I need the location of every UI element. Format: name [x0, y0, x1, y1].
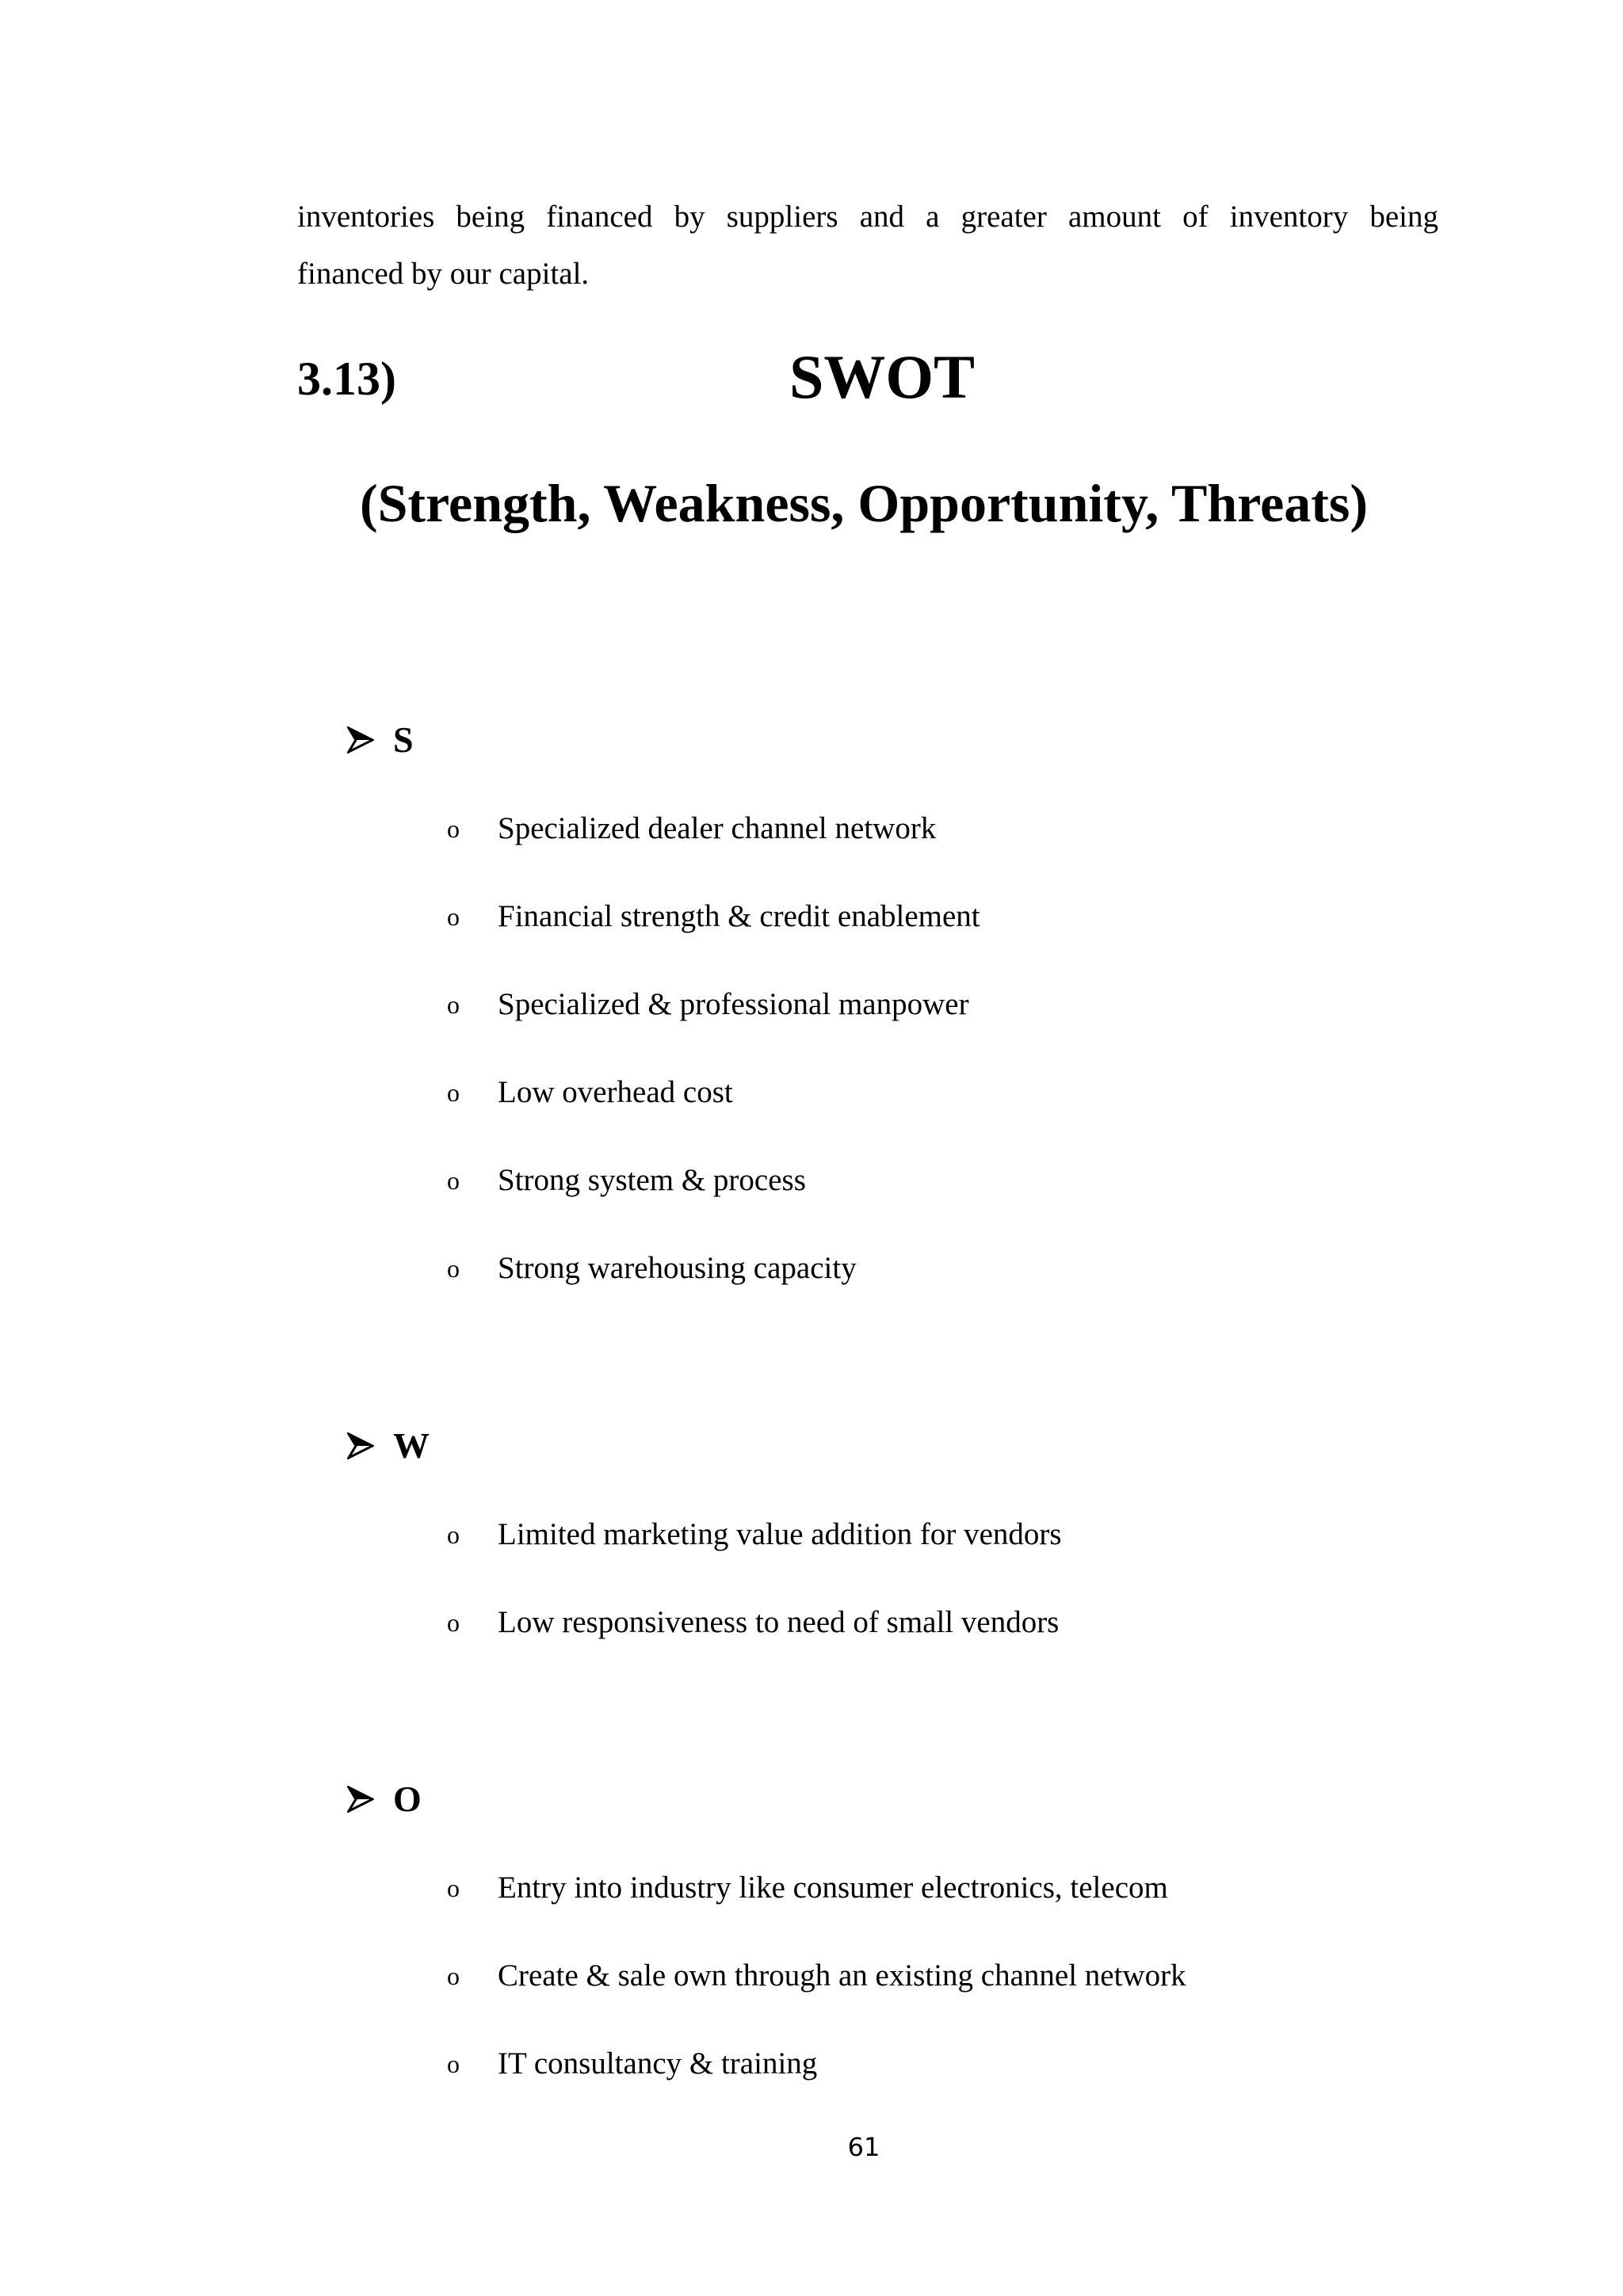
list-item-text: Entry into industry like consumer electronics, telecom: [498, 1871, 1168, 1905]
circle-bullet-icon: o: [447, 990, 460, 1019]
circle-bullet-icon: o: [447, 1078, 460, 1107]
list-item-text: Low overhead cost: [498, 1075, 733, 1109]
circle-bullet-icon: o: [447, 1520, 460, 1549]
circle-bullet-icon: o: [447, 902, 460, 931]
list-item-text: Strong system & process: [498, 1163, 806, 1197]
list-item: [444, 894, 980, 939]
list-item: [444, 1954, 1186, 1998]
arrowhead-bullet-icon: [347, 727, 374, 753]
section-number: 3.13): [297, 353, 396, 405]
swot-heading-strengths: [347, 716, 414, 764]
circle-bullet-icon: o: [447, 2050, 460, 2078]
swot-heading-weaknesses: [347, 1422, 430, 1470]
intro-paragraph: [297, 189, 1438, 303]
circle-bullet-icon: o: [447, 1874, 460, 1902]
list-item-text: Strong warehousing capacity: [498, 1251, 857, 1285]
circle-bullet-icon: o: [447, 1962, 460, 1990]
list-item: [444, 1070, 733, 1115]
intro-line-2: financed by our capital.: [297, 257, 590, 291]
swot-heading-opportunities: [347, 1775, 422, 1823]
intro-line-1: inventories being financed by suppliers and a greater amount of inventory being: [297, 200, 1438, 234]
circle-bullet-icon: o: [447, 1166, 460, 1195]
list-item-text: Financial strength & credit enablement: [498, 899, 980, 933]
list-item: [444, 1512, 1062, 1557]
list-item: [444, 1246, 857, 1291]
list-item-text: IT consultancy & training: [498, 2046, 818, 2081]
list-item: [444, 1866, 1168, 1910]
list-item: [444, 1600, 1059, 1645]
list-item: [444, 807, 936, 851]
list-item-text: Create & sale own through an existing channel network: [498, 1958, 1186, 1993]
list-item: [444, 1158, 806, 1203]
list-item-text: Low responsiveness to need of small vendors: [498, 1605, 1060, 1639]
circle-bullet-icon: o: [447, 814, 460, 843]
arrowhead-bullet-icon: [347, 1432, 374, 1459]
list-item-text: Specialized dealer channel network: [498, 811, 937, 845]
swot-heading-label: O: [393, 1779, 422, 1819]
circle-bullet-icon: o: [447, 1608, 460, 1637]
arrowhead-bullet-icon: [347, 1786, 374, 1813]
list-item: [444, 982, 969, 1027]
section-title: SWOT: [789, 342, 976, 411]
page-number: 61: [847, 2132, 880, 2162]
circle-bullet-icon: o: [447, 1254, 460, 1283]
swot-heading-label: W: [393, 1425, 430, 1466]
list-item-text: Limited marketing value addition for vendors: [498, 1517, 1062, 1551]
swot-heading-label: S: [393, 719, 414, 760]
list-item-text: Specialized & professional manpower: [498, 987, 969, 1021]
list-item: [444, 2042, 817, 2086]
section-subtitle: (Strength, Weakness, Opportunity, Threats): [359, 473, 1369, 533]
